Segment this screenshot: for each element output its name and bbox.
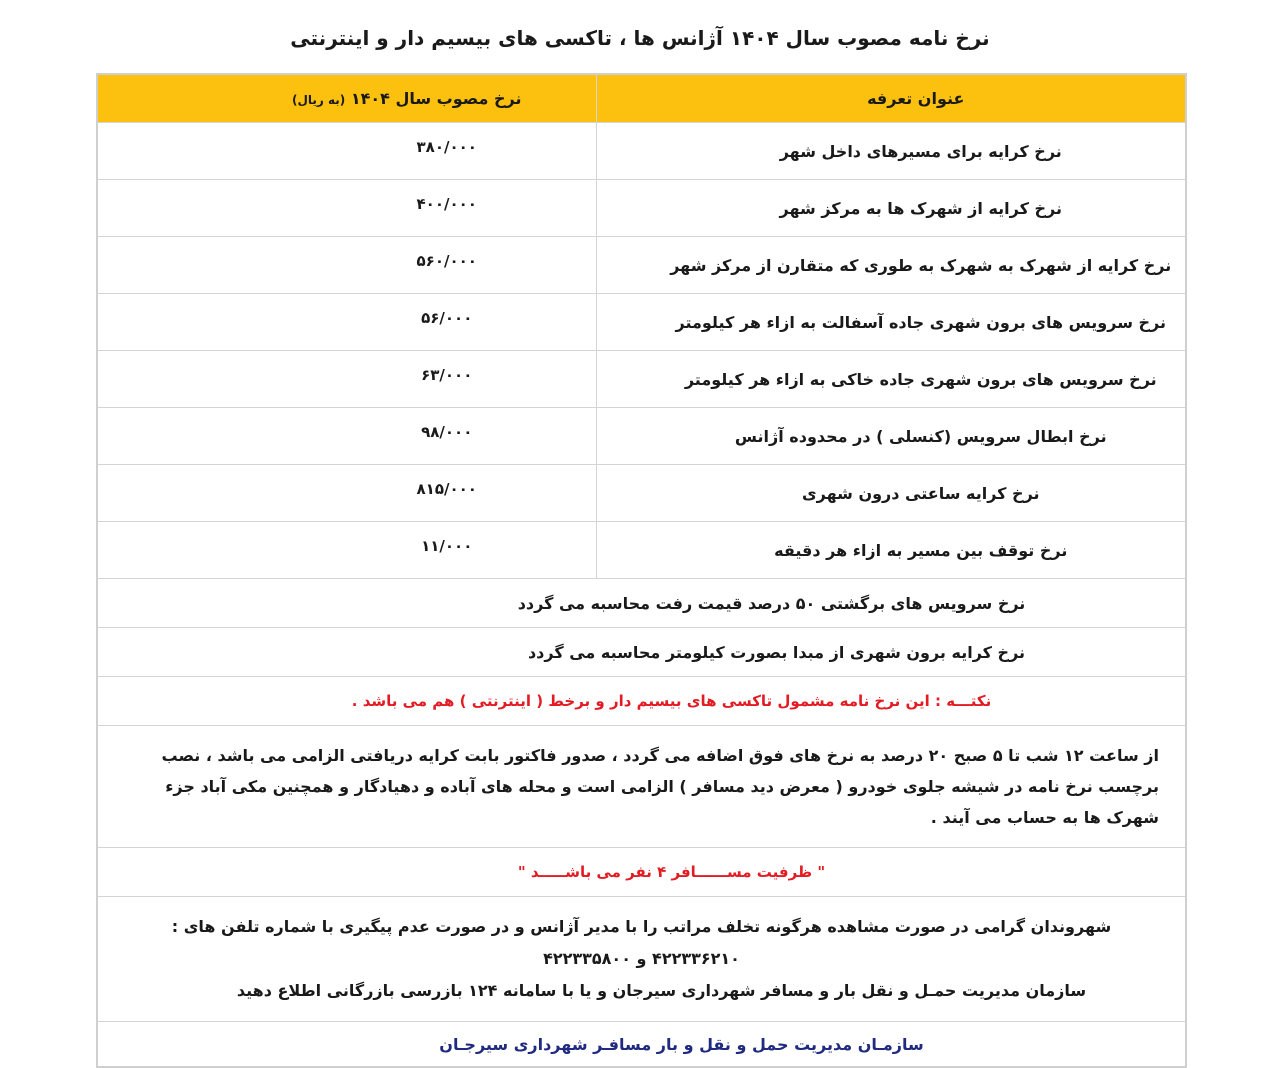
table-row [97, 237, 1186, 294]
row-value: ۸۱۵/۰۰۰ [97, 465, 596, 522]
table-row [97, 123, 1186, 180]
row-title: نرخ کرایه ساعتی درون شهری [596, 465, 1186, 522]
row-value: ۶۳/۰۰۰ [97, 351, 596, 408]
row-value: ۵۶/۰۰۰ [97, 294, 596, 351]
note-return-trip: نرخ سرویس های برگشتی ۵۰ درصد قیمت رفت محاسبه می گردد [97, 579, 1186, 628]
header-rate-column [97, 74, 596, 123]
note-row-coverage [97, 677, 1186, 726]
row-title: نرخ توقف بین مسیر به ازاء هر دقیقه [596, 522, 1186, 579]
note-row-return-trip [97, 579, 1186, 628]
footer-row [97, 1022, 1186, 1068]
note-coverage: نکتـــه : این نرخ نامه مشمول تاکسی های بیسیم دار و برخط ( اینترنتی ) هم می باشد . [97, 677, 1186, 726]
row-title: نرخ ابطال سرویس (کنسلی ) در محدوده آژانس [596, 408, 1186, 465]
contact-line-2: سازمان مدیریت حمـل و نقل بار و مسافر شهرداری سیرجان و یا با سامانه ۱۲۴ بازرسی بازرگانی اطلاع دهید [236, 981, 1087, 1000]
table-row [97, 351, 1186, 408]
table-row [97, 180, 1186, 237]
night-surcharge-row [97, 726, 1186, 848]
capacity-note: " ظرفیت مســــــافر ۴ نفر می باشـــــد " [97, 848, 1186, 897]
table-row [97, 408, 1186, 465]
table-header-row [97, 74, 1186, 123]
note-intercity: نرخ کرایه برون شهری از مبدا بصورت کیلومتر محاسبه می گردد [97, 628, 1186, 677]
contact-cell [97, 897, 1186, 1022]
table-row [97, 294, 1186, 351]
header-title-column: عنوان تعرفه [596, 74, 1186, 123]
note-row-intercity [97, 628, 1186, 677]
row-value: ۵۶۰/۰۰۰ [97, 237, 596, 294]
row-value: ۱۱/۰۰۰ [97, 522, 596, 579]
row-title: نرخ کرایه برای مسیرهای داخل شهر [596, 123, 1186, 180]
contact-line-1: شهروندان گرامی در صورت مشاهده هرگونه تخلف مراتب را با مدیر آژانس و در صورت عدم پیگیری با شماره تلفن های : ۴۲۲۳۳۶۲۱۰ و ۴۲۲۳۳۵۸۰۰ [171, 917, 1112, 968]
row-value: ۹۸/۰۰۰ [97, 408, 596, 465]
header-rate-label: نرخ مصوب سال ۱۴۰۴ [350, 89, 522, 108]
row-title: نرخ سرویس های برون شهری جاده آسفالت به ازاء هر کیلومتر [596, 294, 1186, 351]
footer-organization: سازمـان مدیریت حمل و نقل و بار مسافـر شهرداری سیرجـان [97, 1022, 1186, 1068]
row-title: نرخ کرایه از شهرک به شهرک به طوری که متقارن از مرکز شهر [596, 237, 1186, 294]
table-row [97, 522, 1186, 579]
contact-row [97, 897, 1186, 1022]
row-value: ۴۰۰/۰۰۰ [97, 180, 596, 237]
row-title: نرخ سرویس های برون شهری جاده خاکی به ازاء هر کیلومتر [596, 351, 1186, 408]
header-rate-unit: (به ریال) [291, 93, 346, 107]
row-title: نرخ کرایه از شهرک ها به مرکز شهر [596, 180, 1186, 237]
rate-table [96, 73, 1187, 1068]
capacity-row [97, 848, 1186, 897]
page-title: نرخ نامه مصوب سال ۱۴۰۴ آژانس ها ، تاکسی های بیسیم دار و اینترنتی [290, 26, 990, 50]
row-value: ۳۸۰/۰۰۰ [97, 123, 596, 180]
table-row [97, 465, 1186, 522]
night-surcharge-paragraph: از ساعت ۱۲ شب تا ۵ صبح ۲۰ درصد به نرخ های فوق اضافه می گردد ، صدور فاکتور بابت کرایه دریافتی الزامی می باشد ، نصب برچسب نرخ نامه در شیشه جلوی خودرو ( معرض دید مسافر ) الزامی است و محله های آباده و دهیادگار و همچنین مکی آباد جزء شهرک ها به حساب می آیند . [97, 726, 1186, 848]
